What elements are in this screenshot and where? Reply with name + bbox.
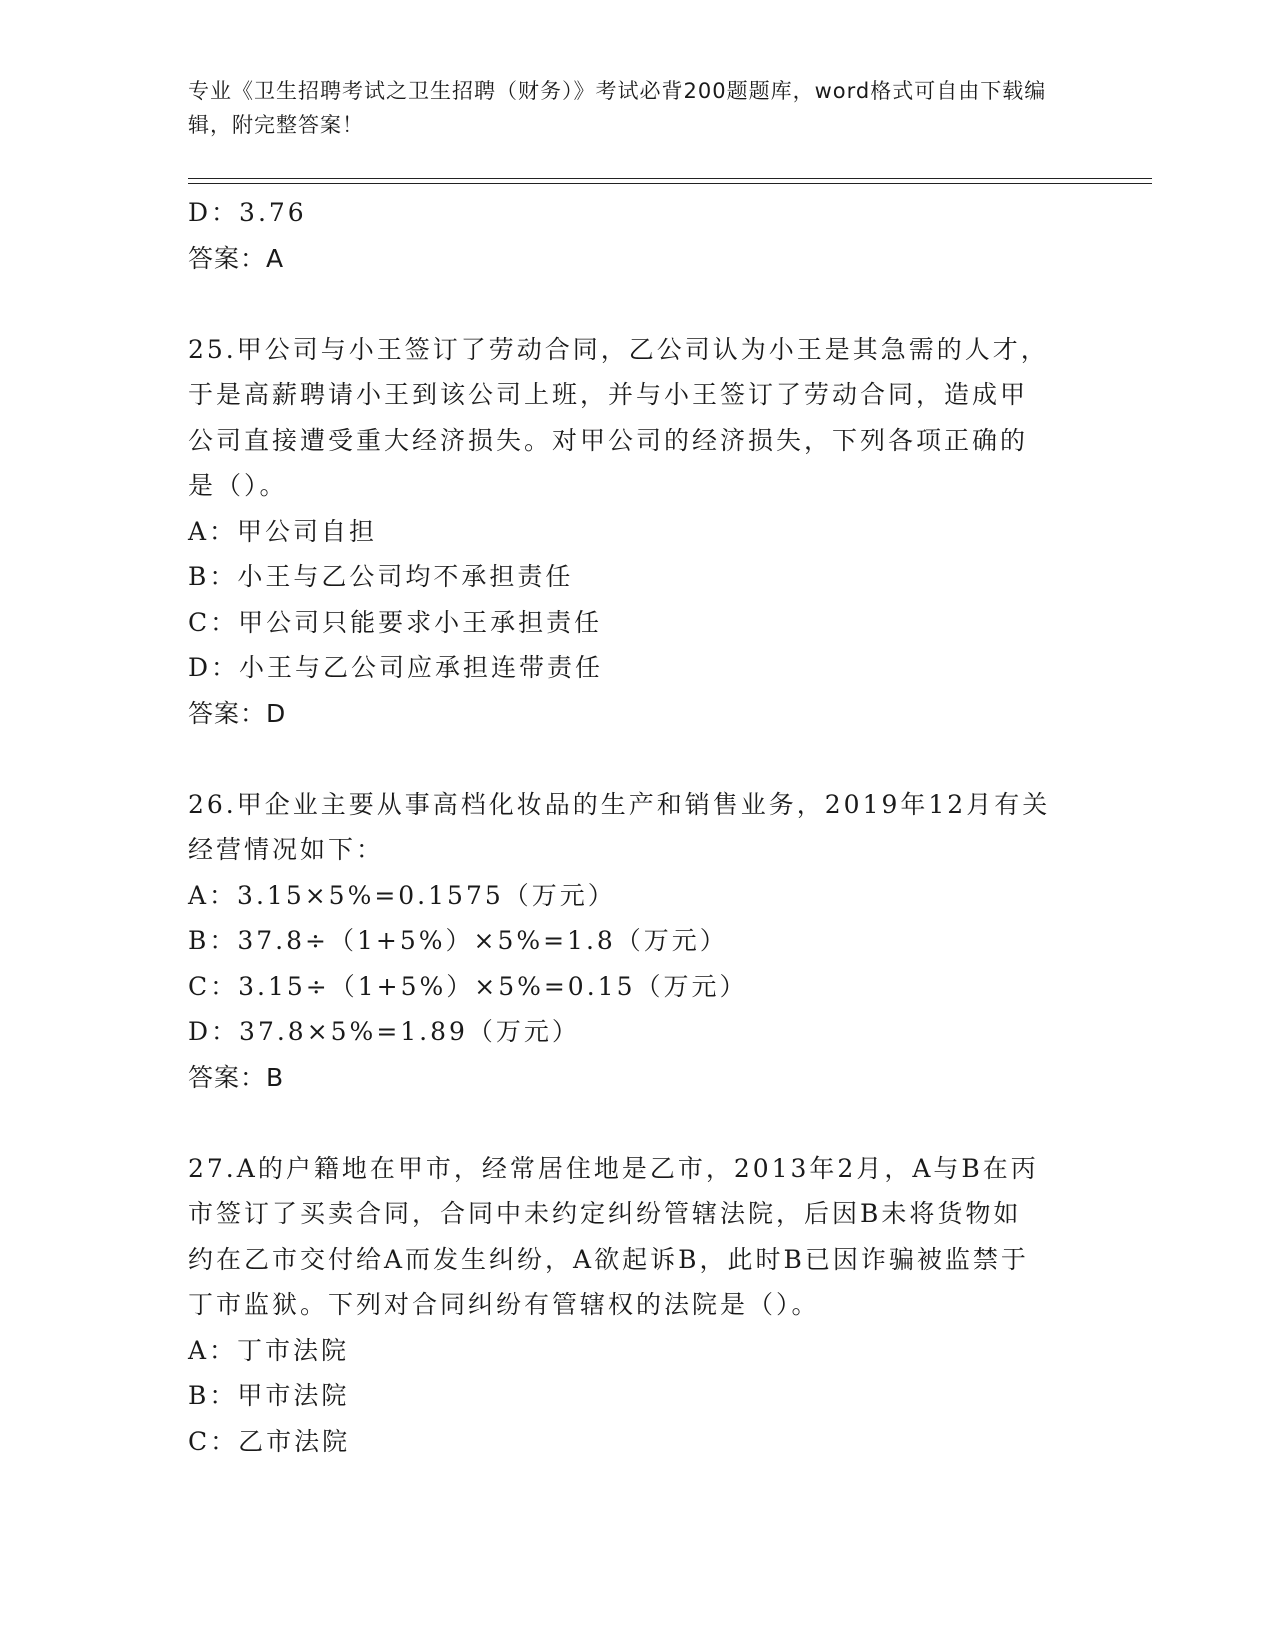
option-c: C：3.15÷（1+5%）×5%=0.15（万元）: [188, 971, 748, 1001]
question-stem-line: 25.甲公司与小王签订了劳动合同，乙公司认为小王是其急需的人才，: [188, 334, 1049, 364]
prev-option-d: D：3.76: [188, 198, 307, 227]
option-d: D：37.8×5%=1.89（万元）: [188, 1017, 580, 1046]
question-stem-line: 丁市监狱。下列对合同纠纷有管辖权的法院是（）。: [188, 1290, 820, 1319]
option-a: A：丁市法院: [188, 1335, 350, 1365]
spacer: [188, 281, 1088, 327]
answer: 答案：B: [188, 1062, 285, 1092]
header-rule-bottom: [188, 183, 1152, 184]
option-d: D：小王与乙公司应承担连带责任: [188, 653, 604, 682]
question-stem-line: 市签订了买卖合同，合同中未约定纠纷管辖法院，后因B未将货物如: [188, 1199, 1022, 1228]
option-b: B：甲市法院: [188, 1381, 350, 1410]
question-27: [188, 1146, 1088, 1465]
question-stem-line: 公司直接遭受重大经济损失。对甲公司的经济损失，下列各项正确的: [188, 425, 1029, 455]
question-stem-line: 是（）。: [188, 471, 288, 500]
answer: 答案：D: [188, 698, 287, 728]
spacer: [188, 1100, 1088, 1146]
question-content: [188, 190, 1088, 1464]
question-stem-line: 于是高薪聘请小王到该公司上班，并与小王签订了劳动合同，造成甲: [188, 380, 1029, 409]
spacer: [188, 736, 1088, 782]
option-b: B：37.8÷（1+5%）×5%=1.8（万元）: [188, 926, 728, 955]
prev-answer: 答案：A: [188, 243, 285, 273]
document-header: 专业《卫生招聘考试之卫生招聘（财务）》考试必背200题题库，word格式可自由下载编辑，附完整答案！: [188, 79, 1047, 137]
option-a: A：甲公司自担: [188, 516, 378, 546]
option-c: C：甲公司只能要求小王承担责任: [188, 607, 603, 637]
question-stem-line: 经营情况如下：: [188, 835, 385, 864]
question-stem-line: 26.甲企业主要从事高档化妆品的生产和销售业务，2019年12月有关: [188, 789, 1051, 819]
option-b: B：小王与乙公司均不承担责任: [188, 562, 574, 591]
question-stem-line: 27.A的户籍地在甲市，经常居住地是乙市，2013年2月，A与B在丙: [188, 1153, 1039, 1183]
option-a: A：3.15×5%=0.1575（万元）: [188, 880, 616, 910]
question-stem-line: 约在乙市交付给A而发生纠纷，A欲起诉B，此时B已因诈骗被监禁于: [188, 1244, 1029, 1274]
question-25: [188, 327, 1088, 737]
header-rule-top: [188, 178, 1152, 179]
option-c: C：乙市法院: [188, 1426, 351, 1456]
question-26: [188, 782, 1088, 1101]
